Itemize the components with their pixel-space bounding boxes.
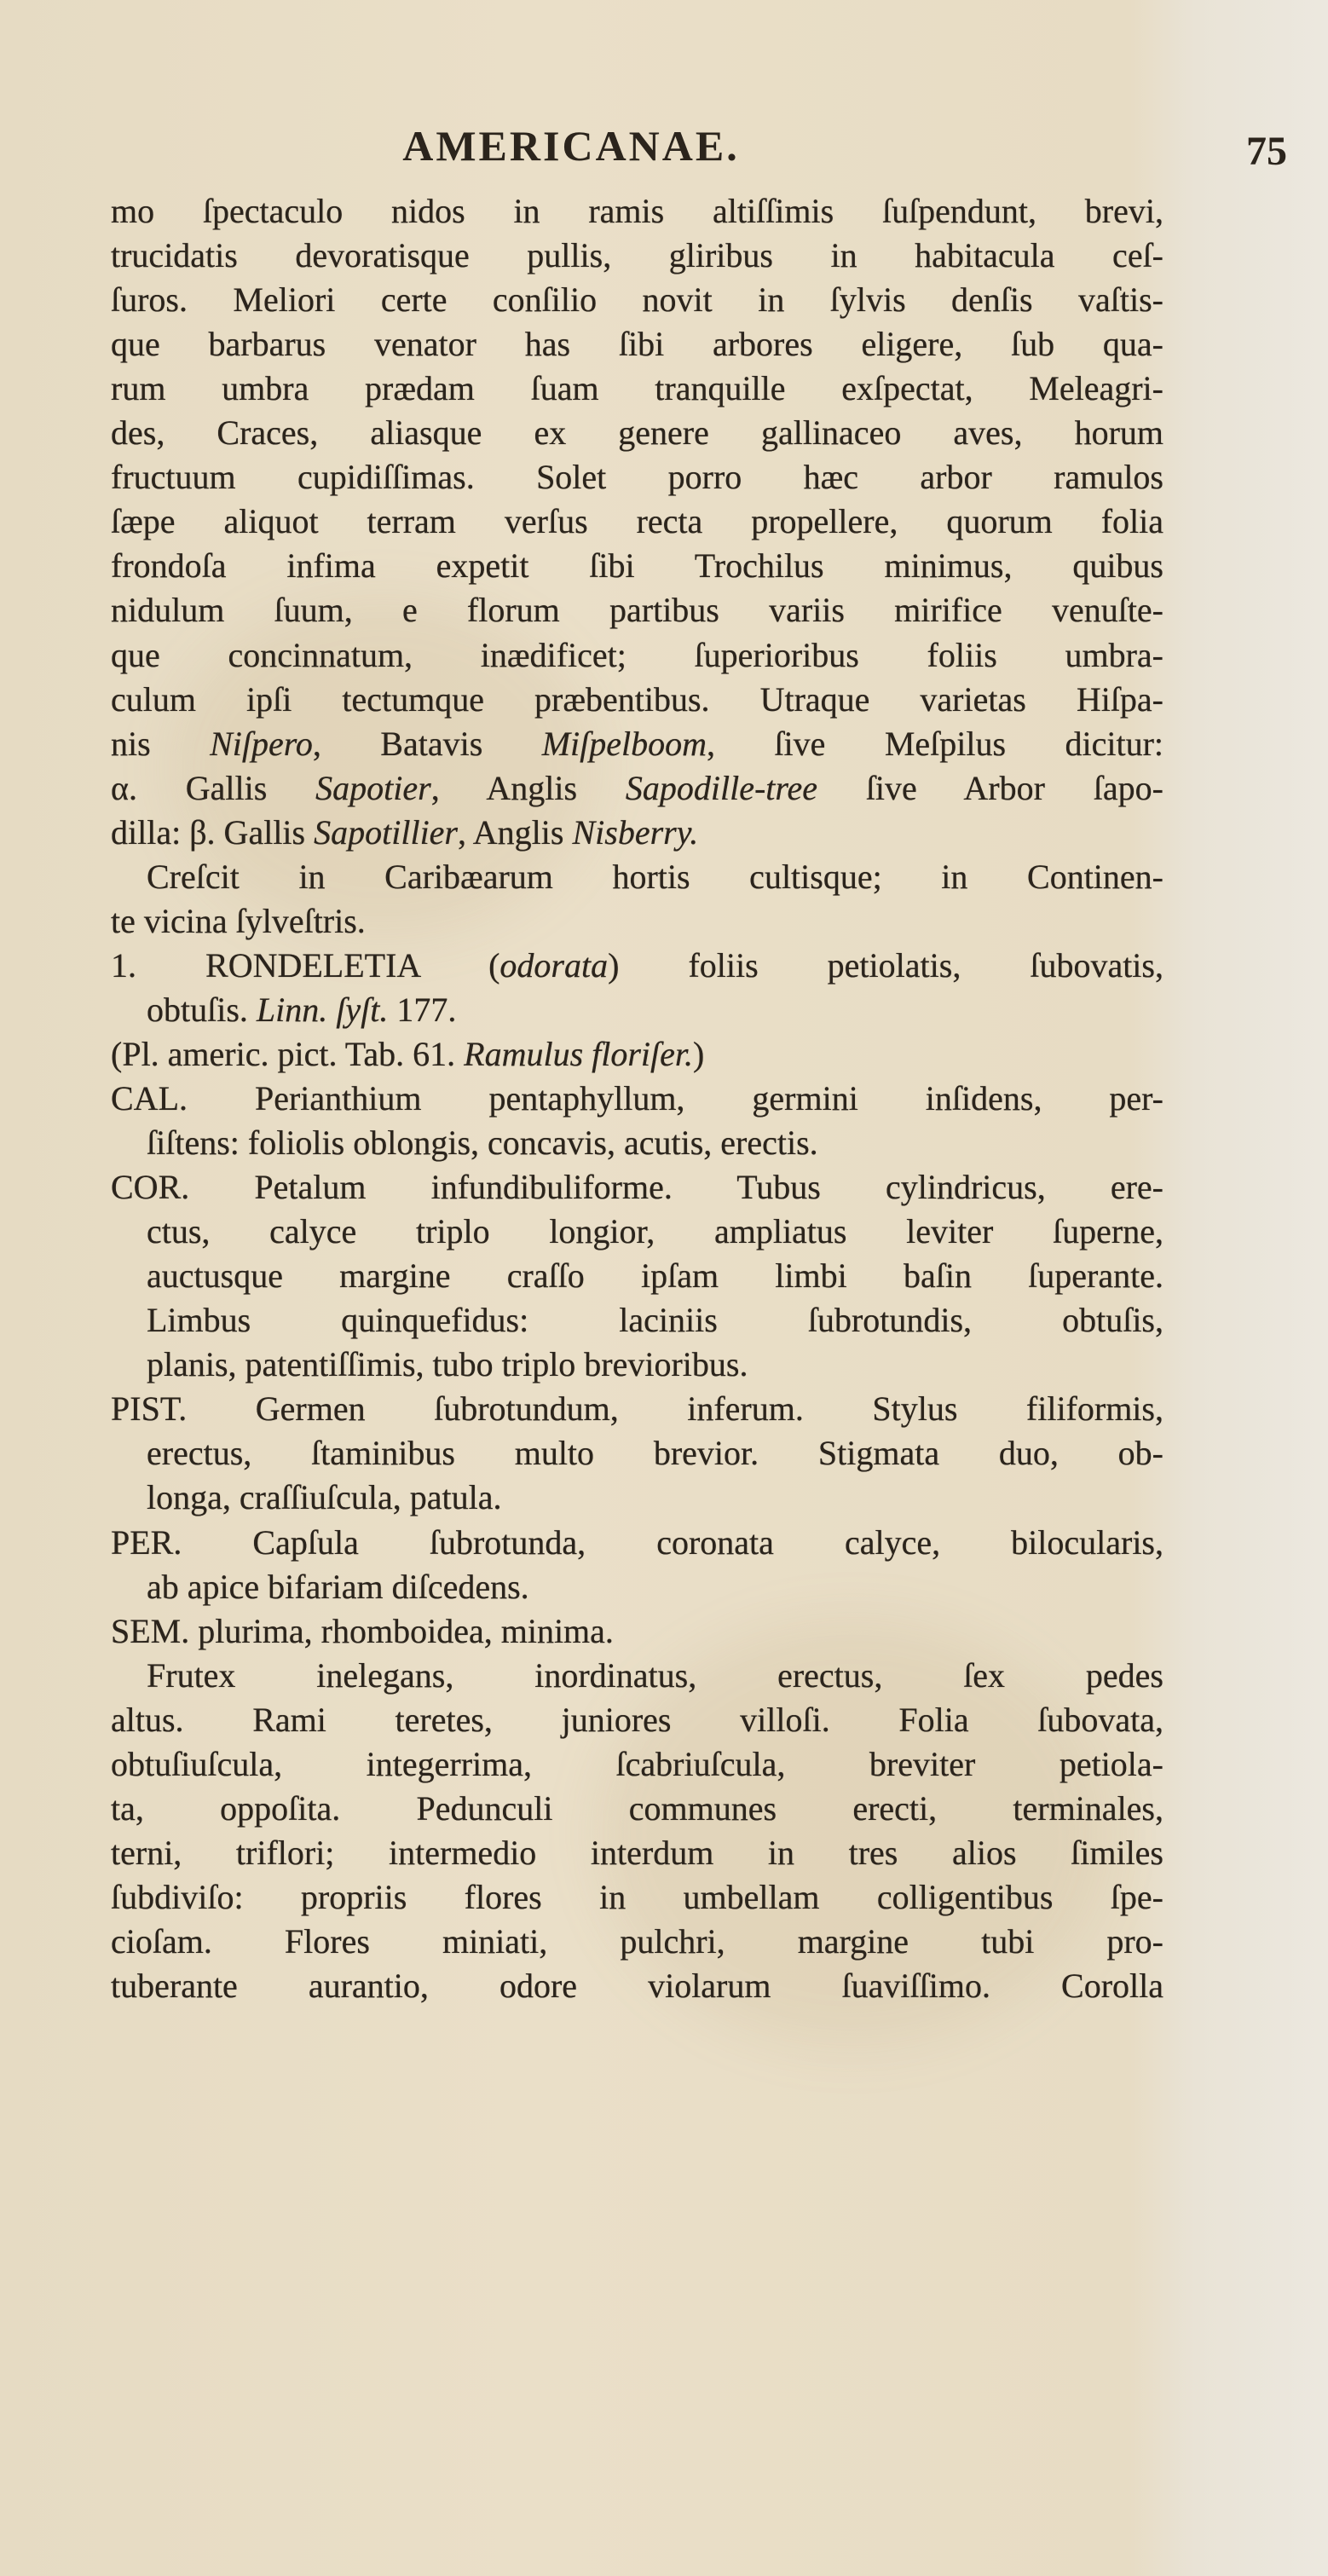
text-run: CAL. Perianthium pentaphyllum, germini inſidens, per-	[111, 1079, 1163, 1118]
text-run: Frutex inelegans, inordinatus, erectus, ſex pedes	[147, 1655, 1163, 1695]
text-run: dilla: β. Gallis	[111, 812, 315, 852]
text-line	[147, 1343, 1163, 1387]
text-line	[147, 855, 1163, 899]
text-run: COR. Petalum infundibuliforme. Tubus cylindricus, ere-	[111, 1168, 1163, 1207]
running-title: AMERICANAE.	[402, 122, 740, 170]
text-line	[111, 1742, 1163, 1787]
text-run: tuberante aurantio, odore violarum ſuaviſſimo. Corolla	[111, 1967, 1163, 2005]
text-line	[111, 1032, 1163, 1077]
text-run: ctus, calyce triplo longior, ampliatus leviter ſuperne,	[147, 1212, 1163, 1251]
italic-text: Sapodille-tree	[625, 768, 817, 807]
text-line	[111, 1787, 1163, 1831]
text-line	[147, 1254, 1163, 1298]
text-line	[111, 455, 1163, 500]
text-run: , ſive Meſpilus dicitur:	[707, 724, 1163, 763]
text-line	[111, 1521, 1163, 1565]
text-line	[111, 500, 1163, 544]
italic-text: odorata	[499, 945, 609, 985]
text-line	[111, 367, 1163, 411]
italic-text: Nisberry.	[572, 812, 699, 852]
text-line	[111, 722, 1163, 766]
text-run: planis, patentiſſimis, tubo triplo brevioribus.	[147, 1345, 748, 1384]
text-run: ta, oppoſita. Pedunculi communes erecti, terminales,	[111, 1788, 1163, 1828]
text-line	[147, 1298, 1163, 1343]
text-line	[111, 1920, 1163, 1964]
text-run: Creſcit in Caribæarum hortis cultisque; in Continen-	[147, 857, 1163, 896]
text-run: , Anglis	[458, 812, 573, 852]
italic-text: Niſpero	[210, 724, 313, 763]
text-line	[111, 1165, 1163, 1210]
text-line	[111, 678, 1163, 722]
text-run: ſuros. Meliori certe conſilio novit in ſylvis denſis vaſtis-	[111, 280, 1163, 320]
text-run: cioſam. Flores miniati, pulchri, margine tubi pro-	[111, 1921, 1163, 1961]
text-run: )	[693, 1034, 705, 1073]
text-run: SEM. plurima, rhomboidea, minima.	[111, 1611, 614, 1650]
text-line	[147, 1210, 1163, 1254]
text-line	[111, 234, 1163, 278]
text-run: , Anglis	[430, 768, 626, 807]
text-line	[111, 588, 1163, 632]
text-run: ſiſtens: foliolis oblongis, concavis, acutis, erectis.	[147, 1123, 818, 1163]
text-run: erectus, ſtaminibus multo brevior. Stigmata duo, ob-	[147, 1434, 1163, 1473]
text-run: PER. Capſula ſubrotunda, coronata calyce, bilocularis,	[111, 1522, 1163, 1562]
text-run: fructuum cupidiſſimas. Solet porro hæc arbor ramulos	[111, 458, 1163, 497]
text-run: ſæpe aliquot terram verſus recta propellere, quorum folia	[111, 502, 1163, 541]
text-run: rum umbra prædam ſuam tranquille exſpectat, Meleagri-	[111, 369, 1163, 408]
text-run: des, Craces, aliasque ex genere gallinaceo aves, horum	[111, 413, 1163, 453]
text-run: 177.	[388, 990, 457, 1029]
italic-text: Linn. ſyſt.	[256, 990, 389, 1029]
text-run: te vicina ſylveſtris.	[111, 901, 366, 940]
text-line	[111, 411, 1163, 455]
text-line	[111, 811, 1163, 855]
text-run: altus. Rami teretes, juniores villoſi. Folia ſubovata,	[111, 1700, 1163, 1739]
text-line	[147, 1654, 1163, 1698]
text-line	[111, 1077, 1163, 1121]
text-line	[147, 1431, 1163, 1476]
text-line	[111, 189, 1163, 234]
text-run: trucidatis devoratisque pullis, gliribus in habitacula ceſ-	[111, 236, 1163, 275]
text-line	[111, 944, 1163, 988]
italic-text: Ramulus floriſer.	[464, 1034, 694, 1073]
italic-text: Miſpelboom	[541, 724, 707, 763]
text-run: α. Gallis	[111, 768, 316, 807]
text-run: terni, triflori; intermedio interdum in tres alios ſimiles	[111, 1833, 1163, 1872]
italic-text: Sapotier	[315, 768, 431, 807]
text-line	[111, 1964, 1163, 2008]
text-run: ſubdiviſo: propriis flores in umbellam colligentibus ſpe-	[111, 1877, 1163, 1916]
text-run: ab apice bifariam diſcedens.	[147, 1567, 529, 1606]
text-line	[111, 1831, 1163, 1875]
text-run: nidulum ſuum, e florum partibus variis mirifice venuſte-	[111, 591, 1163, 630]
text-run: Limbus quinquefidus: laciniis ſubrotundis, obtuſis,	[147, 1301, 1163, 1340]
text-run: (Pl. americ. pict. Tab. 61.	[111, 1034, 465, 1073]
text-run: , Batavis	[312, 724, 542, 763]
text-run: 1. RONDELETIA (	[111, 945, 500, 985]
text-line	[111, 1387, 1163, 1431]
text-line	[147, 1565, 1163, 1609]
text-run: longa, craſſiuſcula, patula.	[147, 1478, 502, 1517]
text-line	[111, 899, 1163, 944]
text-line	[111, 544, 1163, 588]
text-run: auctusque margine craſſo ipſam limbi baſin ſuperante.	[147, 1256, 1163, 1296]
text-run: ſive Arbor ſapo-	[817, 768, 1163, 807]
text-run: obtuſis.	[147, 990, 257, 1029]
text-line	[111, 322, 1163, 367]
text-line	[111, 1609, 1163, 1654]
text-run: culum ipſi tectumque præbentibus. Utraque varietas Hiſpa-	[111, 679, 1163, 719]
text-run: que barbarus venator has ſibi arbores eligere, ſub qua-	[111, 325, 1163, 364]
text-run: obtuſiuſcula, integerrima, ſcabriuſcula, breviter petiola-	[111, 1744, 1163, 1783]
text-run: ) foliis petiolatis, ſubovatis,	[608, 945, 1163, 985]
text-line	[111, 766, 1163, 811]
text-line	[111, 1875, 1163, 1920]
text-line	[147, 1121, 1163, 1165]
text-run: que concinnatum, inædificet; ſuperioribus foliis umbra-	[111, 635, 1163, 674]
text-line	[111, 1698, 1163, 1742]
text-line	[147, 1476, 1163, 1520]
text-run: mo ſpectaculo nidos in ramis altiſſimis ſuſpendunt, brevi,	[111, 192, 1163, 230]
text-run: frondoſa infima expetit ſibi Trochilus minimus, quibus	[111, 546, 1163, 586]
italic-text: Sapotillier	[314, 812, 458, 852]
text-run: PIST. Germen ſubrotundum, inferum. Stylus filiformis,	[111, 1389, 1163, 1429]
text-run: nis	[111, 724, 211, 763]
page-number: 75	[1246, 129, 1287, 174]
text-line	[111, 278, 1163, 322]
text-line	[147, 988, 1163, 1032]
text-line	[111, 633, 1163, 678]
